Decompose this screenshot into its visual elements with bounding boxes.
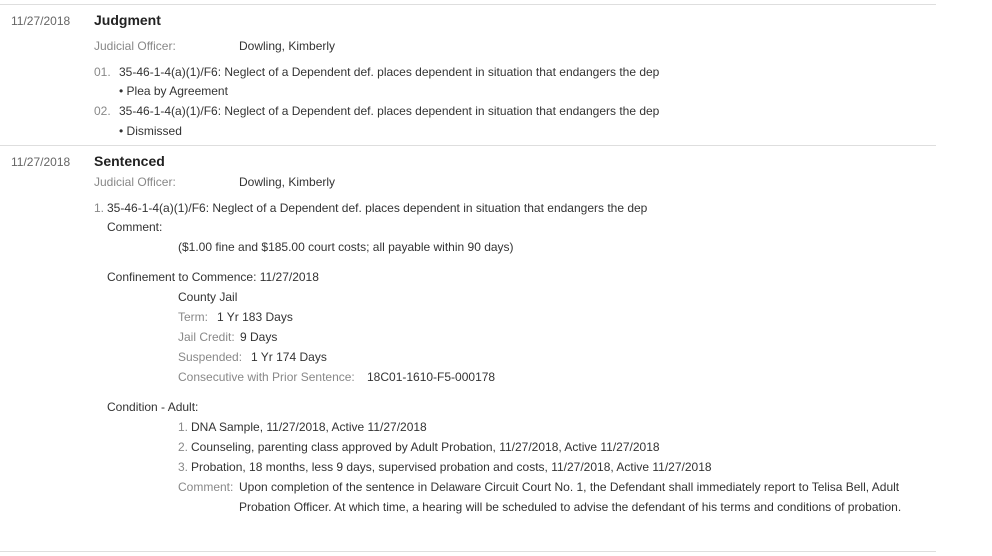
confinement-heading: Confinement to Commence: 11/27/2018 bbox=[107, 270, 319, 284]
charge-text: 35-46-1-4(a)(1)/F6: Neglect of a Dependent def. places dependent in situation that endangers the dep bbox=[119, 65, 660, 79]
charge-number: 02. bbox=[94, 104, 111, 118]
bottom-divider bbox=[0, 551, 936, 552]
event-title: Sentenced bbox=[94, 153, 165, 169]
term-value: 1 Yr 183 Days bbox=[217, 310, 293, 324]
judicial-officer-label: Judicial Officer: bbox=[94, 175, 176, 189]
judicial-officer-label: Judicial Officer: bbox=[94, 39, 176, 53]
charge-disposition: • Plea by Agreement bbox=[119, 84, 228, 98]
suspended-label: Suspended: bbox=[178, 350, 243, 364]
judicial-officer-name: Dowling, Kimberly bbox=[239, 175, 336, 189]
consecutive-case-number: 18C01-1610-F5-000178 bbox=[367, 370, 496, 384]
consecutive-label: Consecutive with Prior Sentence: bbox=[178, 370, 355, 384]
comment-text: ($1.00 fine and $185.00 court costs; all payable within 90 days) bbox=[178, 240, 514, 254]
condition-text: DNA Sample, 11/27/2018, Active 11/27/2018 bbox=[191, 420, 427, 434]
jail-credit-label: Jail Credit: bbox=[178, 330, 235, 344]
event-divider bbox=[0, 145, 936, 146]
condition-number: 2. bbox=[178, 440, 189, 454]
charge-text: 35-46-1-4(a)(1)/F6: Neglect of a Dependent def. places dependent in situation that endangers the dep bbox=[119, 104, 660, 118]
condition-number: 3. bbox=[178, 460, 189, 474]
event-date: 11/27/2018 bbox=[11, 14, 71, 28]
condition-comment-text: Upon completion of the sentence in Delaware Circuit Court No. 1, the Defendant shall immediately report to Telisa Bell, Adult Probation Officer. At which time, a hearing will be scheduled to advise the defendant of his terms and conditions of probation. bbox=[239, 480, 902, 514]
jail-credit-value: 9 Days bbox=[240, 330, 278, 344]
suspended-value: 1 Yr 174 Days bbox=[251, 350, 327, 364]
condition-comment-label: Comment: bbox=[178, 480, 234, 494]
condition-text: Counseling, parenting class approved by Adult Probation, 11/27/2018, Active 11/27/2018 bbox=[191, 440, 660, 454]
sentence-charge-number: 1. bbox=[94, 201, 105, 215]
event-date: 11/27/2018 bbox=[11, 155, 71, 169]
event-title: Judgment bbox=[94, 12, 161, 28]
charge-number: 01. bbox=[94, 65, 111, 79]
condition-heading: Condition - Adult: bbox=[107, 400, 199, 414]
sentence-charge-text: 35-46-1-4(a)(1)/F6: Neglect of a Dependent def. places dependent in situation that endangers the dep bbox=[107, 201, 648, 215]
term-label: Term: bbox=[178, 310, 208, 324]
comment-label: Comment: bbox=[107, 220, 163, 234]
facility: County Jail bbox=[178, 290, 238, 304]
top-divider bbox=[0, 4, 936, 5]
judicial-officer-name: Dowling, Kimberly bbox=[239, 39, 336, 53]
condition-number: 1. bbox=[178, 420, 189, 434]
charge-disposition: • Dismissed bbox=[119, 124, 182, 138]
condition-text: Probation, 18 months, less 9 days, supervised probation and costs, 11/27/2018, Active 11/27/2018 bbox=[191, 460, 712, 474]
